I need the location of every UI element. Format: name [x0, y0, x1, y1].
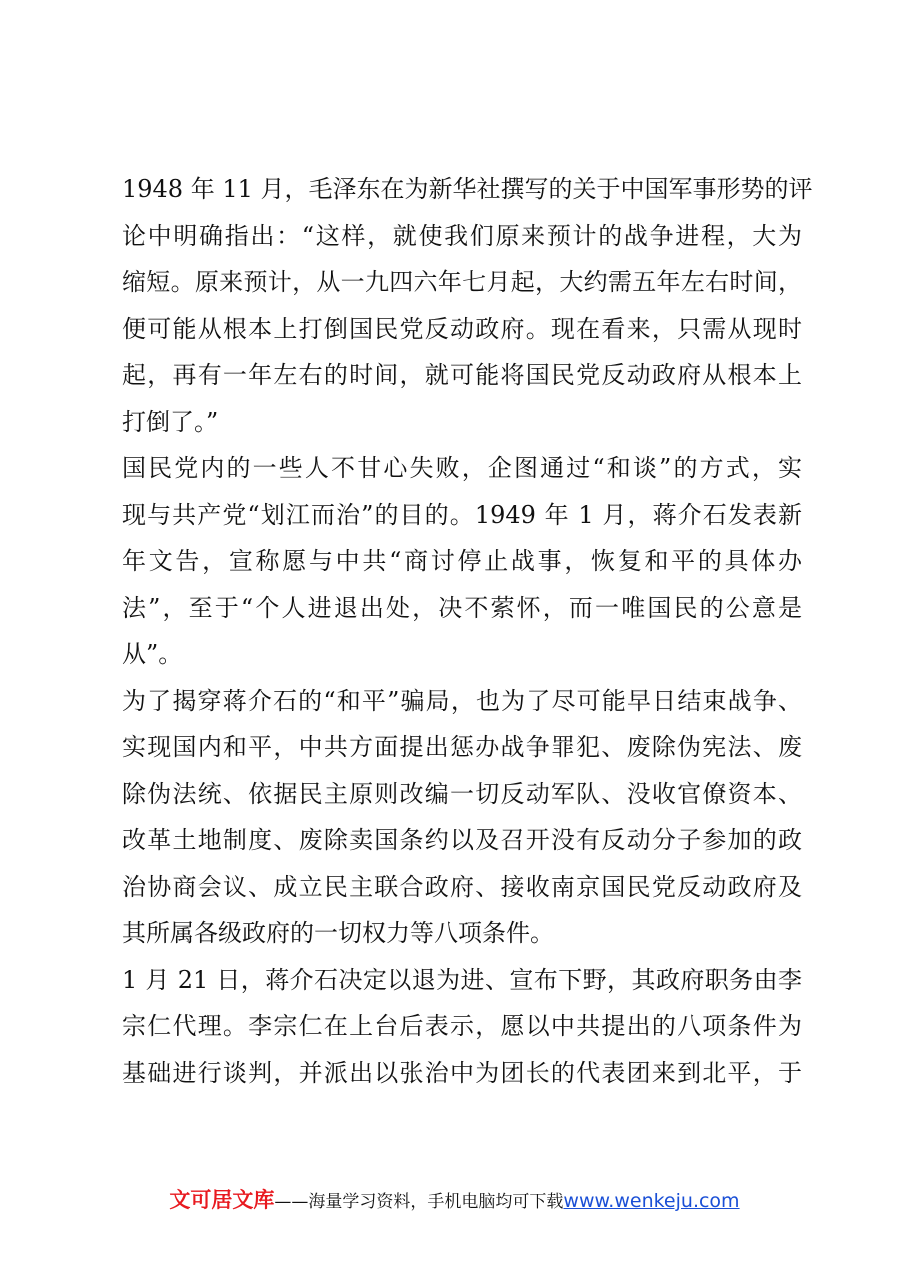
footer-tagline: ——海量学习资料，手机电脑均可下载: [274, 1192, 564, 1212]
text-line: 1 月 21 日，蒋介石决定以退为进、宣布下野，其政府职务由李: [122, 965, 802, 994]
text-line: 缩短。原来预计，从一九四六年七月起，大约需五年左右时间，: [122, 268, 802, 296]
text-line: 为了揭穿蒋介石的“和平”骗局，也为了尽可能早日结束战争、: [122, 686, 802, 715]
text-line: 除伪法统、依据民主原则改编一切反动军队、没收官僚资本、: [122, 779, 802, 808]
text-line: 从”。: [122, 640, 183, 668]
text-line: 宗仁代理。李宗仁在上台后表示，愿以中共提出的八项条件为: [122, 1012, 802, 1040]
text-line: 论中明确指出：“这样，就使我们原来预计的战争进程，大为: [122, 221, 802, 250]
text-line: 其所属各级政府的一切权力等八项条件。: [122, 919, 554, 947]
text-line: 现与共产党“划江而治”的目的。1949 年 1 月，蒋介石发表新: [122, 500, 802, 529]
text-line: 实现国内和平，中共方面提出惩办战争罪犯、废除伪宪法、废: [122, 733, 802, 761]
text-line: 1948 年 11 月，毛泽东在为新华社撰写的关于中国军事形势的评: [122, 175, 813, 203]
footer-link[interactable]: www.wenkeju.com: [563, 1190, 740, 1212]
text-line: 基础进行谈判，并派出以张治中为团长的代表团来到北平，于: [122, 1058, 802, 1087]
document-body: [122, 166, 813, 1096]
text-line: 起，再有一年左右的时间，就可能将国民党反动政府从根本上: [122, 361, 802, 389]
text-line: 国民党内的一些人不甘心失败，企图通过“和谈”的方式，实: [122, 454, 802, 482]
text-line: 打倒了。”: [122, 407, 219, 436]
text-line: 改革土地制度、废除卖国条约以及召开没有反动分子参加的政: [122, 826, 802, 854]
footer-brand: 文可居文库: [169, 1188, 275, 1212]
text-line: 治协商会议、成立民主联合政府、接收南京国民党反动政府及: [122, 872, 802, 901]
text-line: 便可能从根本上打倒国民党反动政府。现在看来，只需从现时: [122, 314, 802, 343]
text-line: 法”，至于“个人进退出处，决不萦怀，而一唯国民的公意是: [122, 593, 802, 622]
page-footer: [0, 1184, 909, 1214]
text-line: 年文告，宣称愿与中共“商讨停止战事，恢复和平的具体办: [122, 547, 802, 575]
